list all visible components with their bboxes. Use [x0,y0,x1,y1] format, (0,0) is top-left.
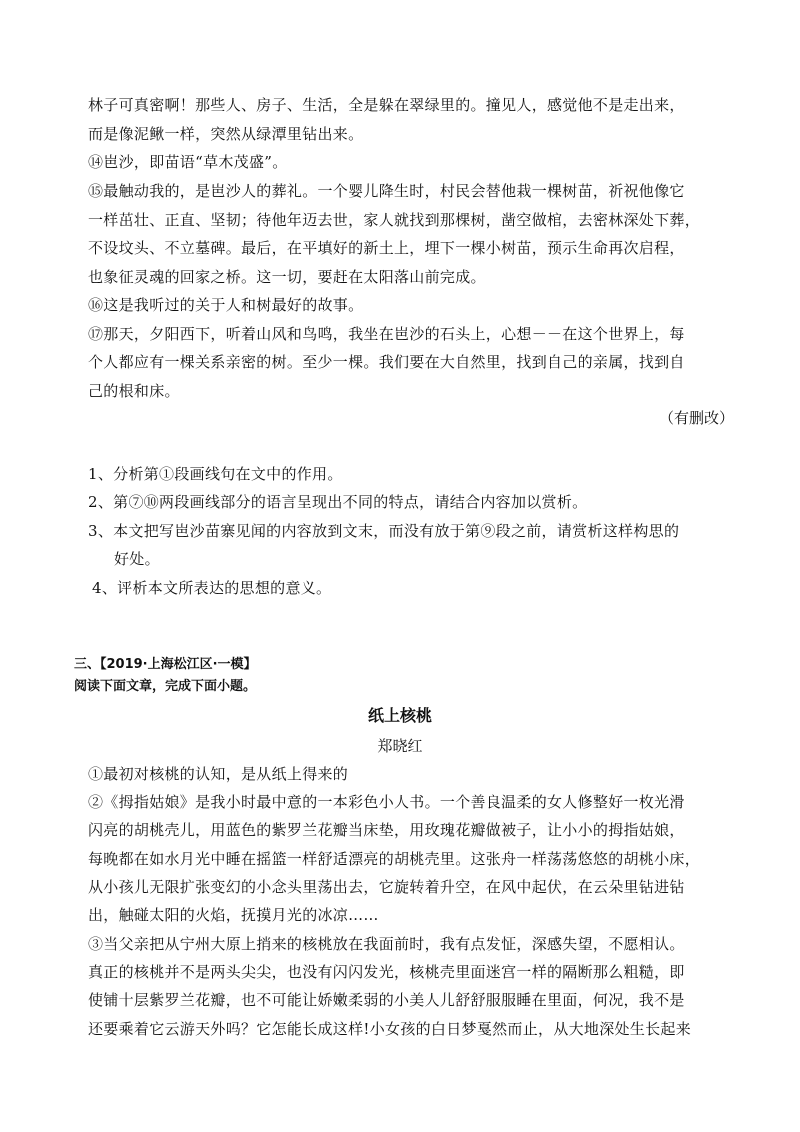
article-title: 纸上核桃 [367,706,432,725]
source-note: （有删改） [658,409,734,427]
passage-line: 己的根和床。 [88,382,180,400]
section-heading: 三、【2019·上海松江区·一模】 [74,657,257,672]
passage-line: 林子可真密啊！那些人、房子、生活，全是躲在翠绿里的。撞见人，感觉他不是走出来， [88,96,685,114]
article-line: 真正的核桃并不是两头尖尖，也没有闪闪发光，核桃壳里面迷宫一样的隔断那么粗糙，即 [88,963,685,981]
passage-line: ⑯这是我听过的关于人和树最好的故事。 [88,296,364,314]
passage-line: 一样茁壮、正直、坚韧；待他年迈去世，家人就找到那棵树，凿空做棺，去密林深处下葬， [88,211,701,229]
question-item: 3、本文把写岜沙苗寨见闻的内容放到文末，而没有放于第⑨段之前，请赏析这样构思的 [88,522,680,540]
question-item: 2、第⑦⑩两段画线部分的语言呈现出不同的特点，请结合内容加以赏析。 [88,493,588,511]
article-line: 闪亮的胡桃壳儿，用蓝色的紫罗兰花瓣当床垫，用玫瑰花瓣做被子，让小小的拇指姑娘， [88,821,685,839]
question-item: 好处。 [114,550,160,568]
article-line: 出，触碰太阳的火焰，抚摸月光的冰凉…… [88,906,379,924]
article-line: ①最初对核桃的认知，是从纸上得来的 [88,765,349,783]
article-line: 每晚都在如水月光中睡在摇篮一样舒适漂亮的胡桃壳里。这张舟一样荡荡悠悠的胡桃小床， [88,850,701,868]
passage-line: ⑭岜沙，即苗语“草木茂盛”。 [88,153,288,171]
passage-line: ⑮最触动我的，是岜沙人的葬礼。一个婴儿降生时，村民会替他栽一棵树苗，祈祝他像它 [88,182,685,200]
passage-line: 不设坟头、不立墓碑。最后，在平填好的新土上，埋下一棵小树苗，预示生命再次启程， [88,239,685,257]
passage-line: ⑰那天，夕阳西下，听着山风和鸟鸣，我坐在岜沙的石头上，心想－－在这个世界上，每 [88,325,685,343]
article-line: 使铺十层紫罗兰花瓣，也不可能让娇嫩柔弱的小美人儿舒舒服服睡在里面，何况，我不是 [88,991,685,1009]
article-author: 郑晓红 [377,737,423,755]
section-instruction: 阅读下面文章，完成下面小题。 [74,679,257,694]
question-item: 4、评析本文所表达的思想的意义。 [92,579,332,597]
article-line: 还要乘着它云游天外吗？它怎能长成这样!小女孩的白日梦戛然而止，从大地深处生长起来 [88,1020,692,1038]
article-line: ②《拇指姑娘》是我小时最中意的一本彩色小人书。一个善良温柔的女人修整好一枚光滑 [88,793,685,811]
article-line: ③当父亲把从宁州大原上捎来的核桃放在我面前时，我有点发怔，深感失望，不愿相认。 [88,935,685,953]
passage-line: 也象征灵魂的回家之桥。这一切，要赶在太阳落山前完成。 [88,268,486,286]
article-line: 从小孩儿无限扩张变幻的小念头里荡出去，它旋转着升空，在风中起伏，在云朵里钻进钻 [88,878,685,896]
passage-line: 个人都应有一棵关系亲密的树。至少一棵。我们要在大自然里，找到自己的亲属，找到自 [88,353,685,371]
question-item: 1、分析第①段画线句在文中的作用。 [88,465,343,483]
passage-line: 而是像泥鳅一样，突然从绿潭里钻出来。 [88,125,364,143]
